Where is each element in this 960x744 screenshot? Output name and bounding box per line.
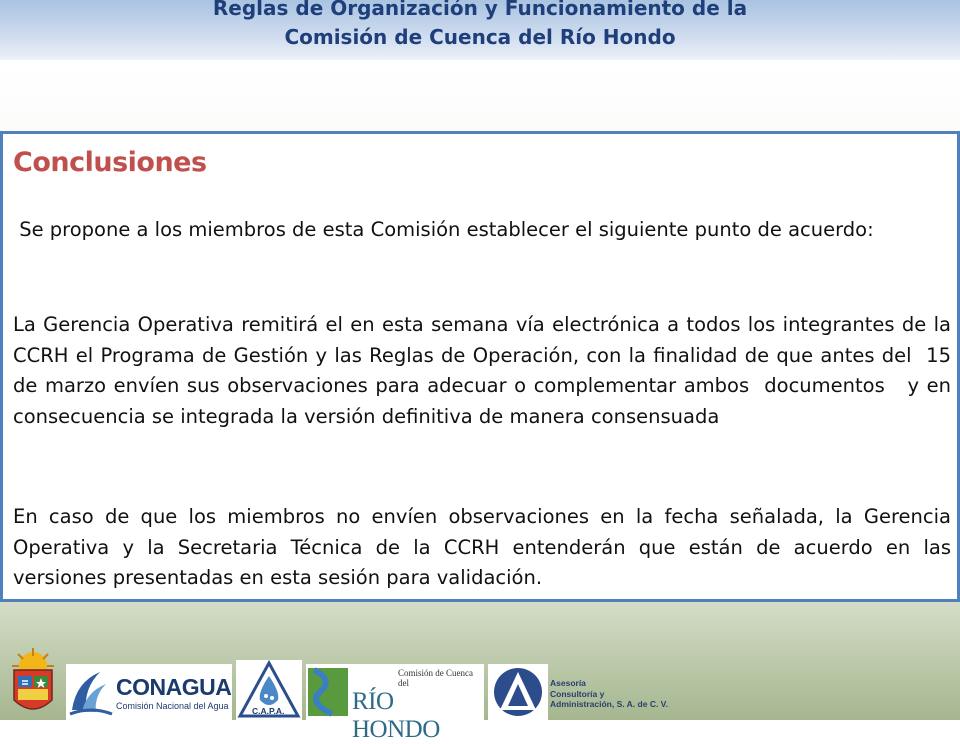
footer-logos — [0, 640, 960, 743]
conagua-logo — [66, 664, 232, 720]
asesoria-logo — [488, 664, 678, 720]
rio-hondo-caption: Comisión de Cuenca del — [398, 668, 473, 688]
quintana-roo-shield-icon — [8, 648, 58, 718]
conagua-subtitle: Comisión Nacional del Agua — [116, 701, 229, 711]
conagua-wordmark: CONAGUA — [116, 674, 232, 700]
paragraph-1: Se propone a los miembros de esta Comisión establecer el siguiente punto de acuerdo: — [13, 218, 874, 241]
paragraph-3: En caso de que los miembros no envíen observaciones en la fecha señalada, la Gerencia Operativa y la Secretaria Técnica de la CCRH entenderán que están de acuerdo en las versiones presentadas en esta sesión para validación. — [13, 505, 951, 589]
asesoria-wordmark: Asesoría Consultoría y Administración, S. A. de C. V. — [550, 678, 668, 709]
section-heading: Conclusiones — [13, 147, 207, 178]
rio-hondo-wordmark: RÍO HONDO — [352, 688, 440, 743]
rio-hondo-logo — [306, 664, 484, 743]
page-title — [0, 0, 960, 52]
paragraph-2: La Gerencia Operativa remitirá el en esta semana vía electrónica a todos los integrantes de la CCRH el Programa de Gestión y las Reglas de Operación, con la finalidad de que antes del 15 de marzo envíen sus observaciones para adecuar o complementar ambos documentos y en consecuencia se integrada la versión definitiva de manera consensuada — [13, 313, 958, 428]
capa-logo — [236, 660, 302, 720]
capa-wordmark: C.A.P.A. — [252, 706, 285, 716]
content-box — [0, 131, 960, 602]
title-line-2: Comisión de Cuenca del Río Hondo — [284, 25, 676, 49]
title-line-1: Reglas de Organización y Funcionamiento de la — [212, 0, 748, 20]
